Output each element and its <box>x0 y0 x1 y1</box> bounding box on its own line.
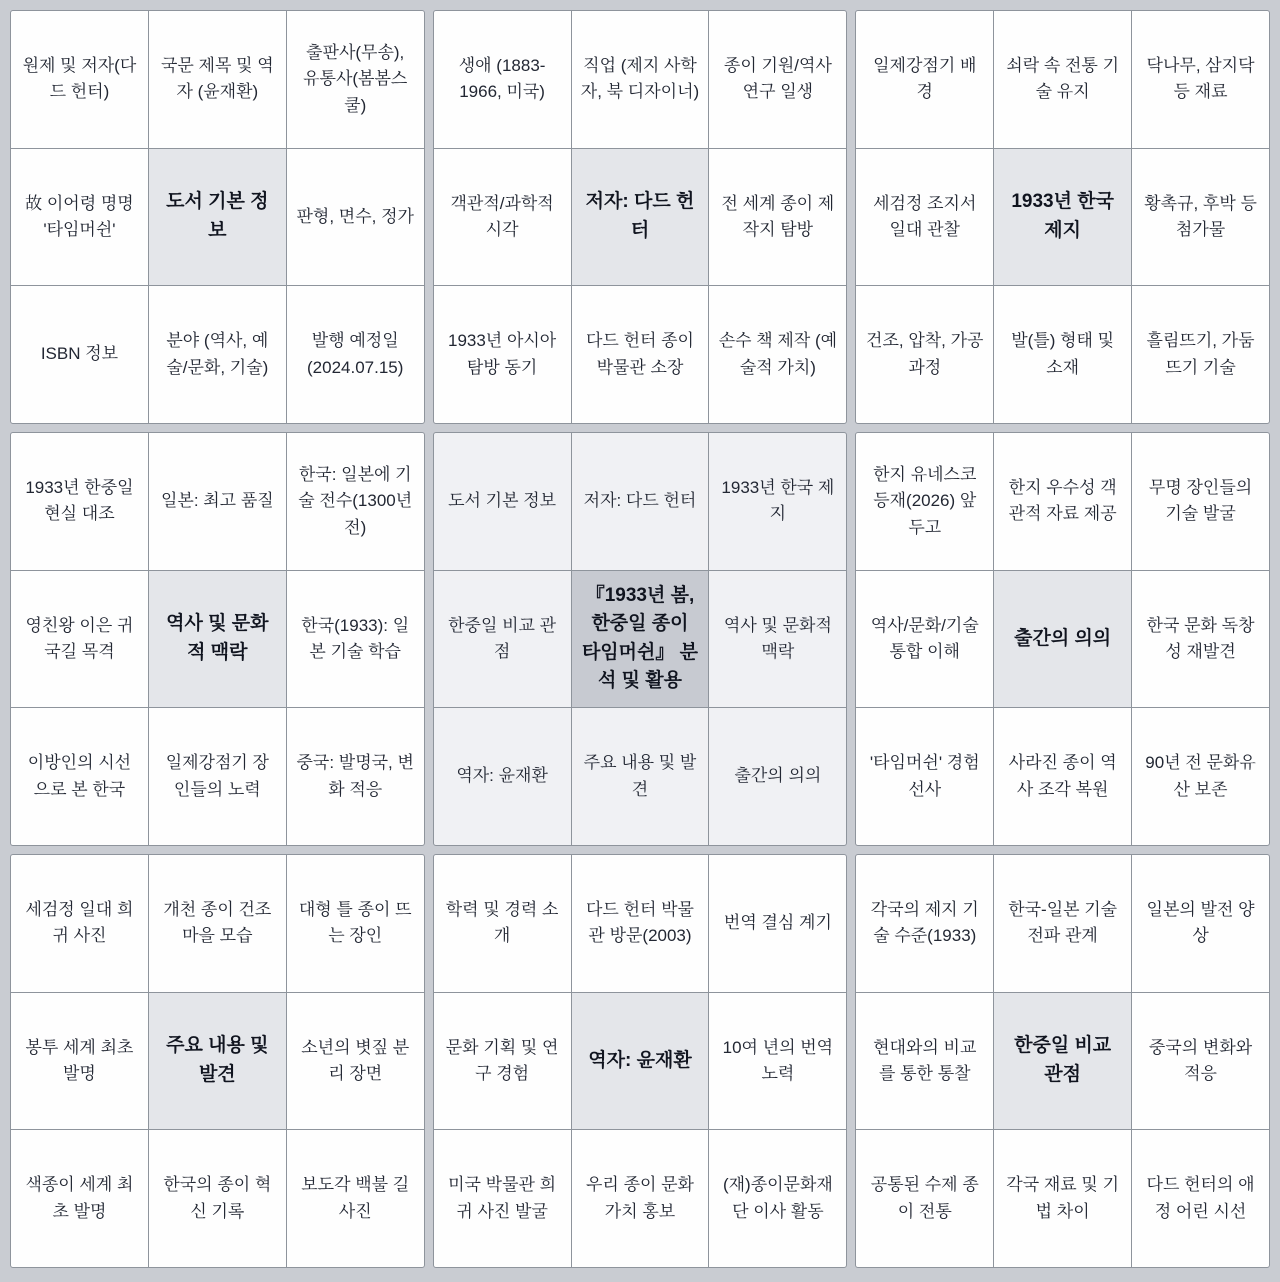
core-cell: 『1933년 봄, 한중일 종이 타임머쉰』 분석 및 활용 <box>572 571 709 708</box>
grid-cell: 발(틀) 형태 및 소재 <box>994 286 1131 423</box>
grid-cell: '타임머쉰' 경험 선사 <box>856 708 993 845</box>
grid-cell: 원제 및 저자(다드 헌터) <box>11 11 148 148</box>
grid-cell: 종이 기원/역사 연구 일생 <box>709 11 846 148</box>
grid-cell: 역자: 윤재환 <box>434 708 571 845</box>
grid-cell: ISBN 정보 <box>11 286 148 423</box>
grid-cell: 다드 헌터 박물관 방문(2003) <box>572 855 709 992</box>
grid-cell: 미국 박물관 희귀 사진 발굴 <box>434 1130 571 1267</box>
grid-cell: 한지 유네스코 등재(2026) 앞두고 <box>856 433 993 570</box>
grid-cell: 일제강점기 배경 <box>856 11 993 148</box>
grid-cell: 주요 내용 및 발견 <box>572 708 709 845</box>
grid-cell: 색종이 세계 최초 발명 <box>11 1130 148 1267</box>
block-center-cell: 한중일 비교 관점 <box>994 993 1131 1130</box>
grid-cell: 무명 장인들의 기술 발굴 <box>1132 433 1269 570</box>
grid-cell: 저자: 다드 헌터 <box>572 433 709 570</box>
grid-cell: 일본: 최고 품질 <box>149 433 286 570</box>
grid-cell: 한국-일본 기술 전파 관계 <box>994 855 1131 992</box>
grid-cell: 사라진 종이 역사 조각 복원 <box>994 708 1131 845</box>
grid-cell: 대형 틀 종이 뜨는 장인 <box>287 855 424 992</box>
grid-cell: 1933년 한중일 현실 대조 <box>11 433 148 570</box>
grid-cell: 보도각 백불 길 사진 <box>287 1130 424 1267</box>
grid-cell: 판형, 면수, 정가 <box>287 149 424 286</box>
grid-cell: 소년의 볏짚 분리 장면 <box>287 993 424 1130</box>
grid-cell: 전 세계 종이 제작지 탐방 <box>709 149 846 286</box>
grid-cell: 학력 및 경력 소개 <box>434 855 571 992</box>
grid-cell: 한국: 일본에 기술 전수(1300년 전) <box>287 433 424 570</box>
grid-cell: 출간의 의의 <box>709 708 846 845</box>
block-1933-korean-papermaking <box>855 10 1270 424</box>
grid-cell: 도서 기본 정보 <box>434 433 571 570</box>
grid-cell: 국문 제목 및 역자 (윤재환) <box>149 11 286 148</box>
block-center-cell: 저자: 다드 헌터 <box>572 149 709 286</box>
grid-cell: 직업 (제지 사학자, 북 디자이너) <box>572 11 709 148</box>
grid-cell: 봉투 세계 최초 발명 <box>11 993 148 1130</box>
grid-cell: 세검정 일대 희귀 사진 <box>11 855 148 992</box>
block-core-book-analysis <box>433 432 848 846</box>
grid-cell: (재)종이문화재단 이사 활동 <box>709 1130 846 1267</box>
grid-cell: 한지 우수성 객관적 자료 제공 <box>994 433 1131 570</box>
grid-cell: 번역 결심 계기 <box>709 855 846 992</box>
grid-cell: 닥나무, 삼지닥 등 재료 <box>1132 11 1269 148</box>
grid-cell: 건조, 압착, 가공 과정 <box>856 286 993 423</box>
grid-cell: 분야 (역사, 예술/문화, 기술) <box>149 286 286 423</box>
grid-cell: 역사/문화/기술 통합 이해 <box>856 571 993 708</box>
grid-cell: 10여 년의 번역 노력 <box>709 993 846 1130</box>
grid-cell: 1933년 아시아 탐방 동기 <box>434 286 571 423</box>
block-publication-significance <box>855 432 1270 846</box>
grid-cell: 세검정 조지서 일대 관찰 <box>856 149 993 286</box>
grid-cell: 90년 전 문화유산 보존 <box>1132 708 1269 845</box>
grid-cell: 각국의 제지 기술 수준(1933) <box>856 855 993 992</box>
grid-cell: 일본의 발전 양상 <box>1132 855 1269 992</box>
grid-cell: 한국(1933): 일본 기술 학습 <box>287 571 424 708</box>
grid-cell: 개천 종이 건조 마을 모습 <box>149 855 286 992</box>
grid-cell: 출판사(무송), 유통사(봄봄스쿨) <box>287 11 424 148</box>
grid-cell: 현대와의 비교를 통한 통찰 <box>856 993 993 1130</box>
grid-cell: 중국의 변화와 적응 <box>1132 993 1269 1130</box>
grid-cell: 일제강점기 장인들의 노력 <box>149 708 286 845</box>
grid-cell: 각국 재료 및 기법 차이 <box>994 1130 1131 1267</box>
grid-cell: 한국 문화 독창성 재발견 <box>1132 571 1269 708</box>
grid-cell: 역사 및 문화적 맥락 <box>709 571 846 708</box>
grid-cell: 1933년 한국 제지 <box>709 433 846 570</box>
grid-cell: 한중일 비교 관점 <box>434 571 571 708</box>
grid-cell: 故 이어령 명명 '타임머쉰' <box>11 149 148 286</box>
grid-cell: 생애 (1883-1966, 미국) <box>434 11 571 148</box>
grid-cell: 손수 책 제작 (예술적 가치) <box>709 286 846 423</box>
block-center-cell: 주요 내용 및 발견 <box>149 993 286 1130</box>
grid-cell: 쇠락 속 전통 기술 유지 <box>994 11 1131 148</box>
block-center-cell: 1933년 한국 제지 <box>994 149 1131 286</box>
grid-cell: 다드 헌터의 애정 어린 시선 <box>1132 1130 1269 1267</box>
block-translator-yoon-jaehwan <box>433 854 848 1268</box>
block-center-cell: 역자: 윤재환 <box>572 993 709 1130</box>
block-center-cell: 출간의 의의 <box>994 571 1131 708</box>
grid-cell: 문화 기획 및 연구 경험 <box>434 993 571 1130</box>
block-book-basic-info <box>10 10 425 424</box>
block-korea-china-japan-comparison <box>855 854 1270 1268</box>
block-historical-cultural-context <box>10 432 425 846</box>
grid-cell: 우리 종이 문화 가치 홍보 <box>572 1130 709 1267</box>
block-center-cell: 역사 및 문화적 맥락 <box>149 571 286 708</box>
grid-cell: 공통된 수제 종이 전통 <box>856 1130 993 1267</box>
grid-cell: 중국: 발명국, 변화 적응 <box>287 708 424 845</box>
grid-cell: 발행 예정일 (2024.07.15) <box>287 286 424 423</box>
block-center-cell: 도서 기본 정보 <box>149 149 286 286</box>
grid-cell: 흘림뜨기, 가둠뜨기 기술 <box>1132 286 1269 423</box>
grid-cell: 황촉규, 후박 등 첨가물 <box>1132 149 1269 286</box>
grid-cell: 객관적/과학적 시각 <box>434 149 571 286</box>
block-author-dard-hunter <box>433 10 848 424</box>
grid-cell: 이방인의 시선으로 본 한국 <box>11 708 148 845</box>
grid-cell: 다드 헌터 종이 박물관 소장 <box>572 286 709 423</box>
grid-cell: 한국의 종이 혁신 기록 <box>149 1130 286 1267</box>
grid-cell: 영친왕 이은 귀국길 목격 <box>11 571 148 708</box>
block-key-content-findings <box>10 854 425 1268</box>
